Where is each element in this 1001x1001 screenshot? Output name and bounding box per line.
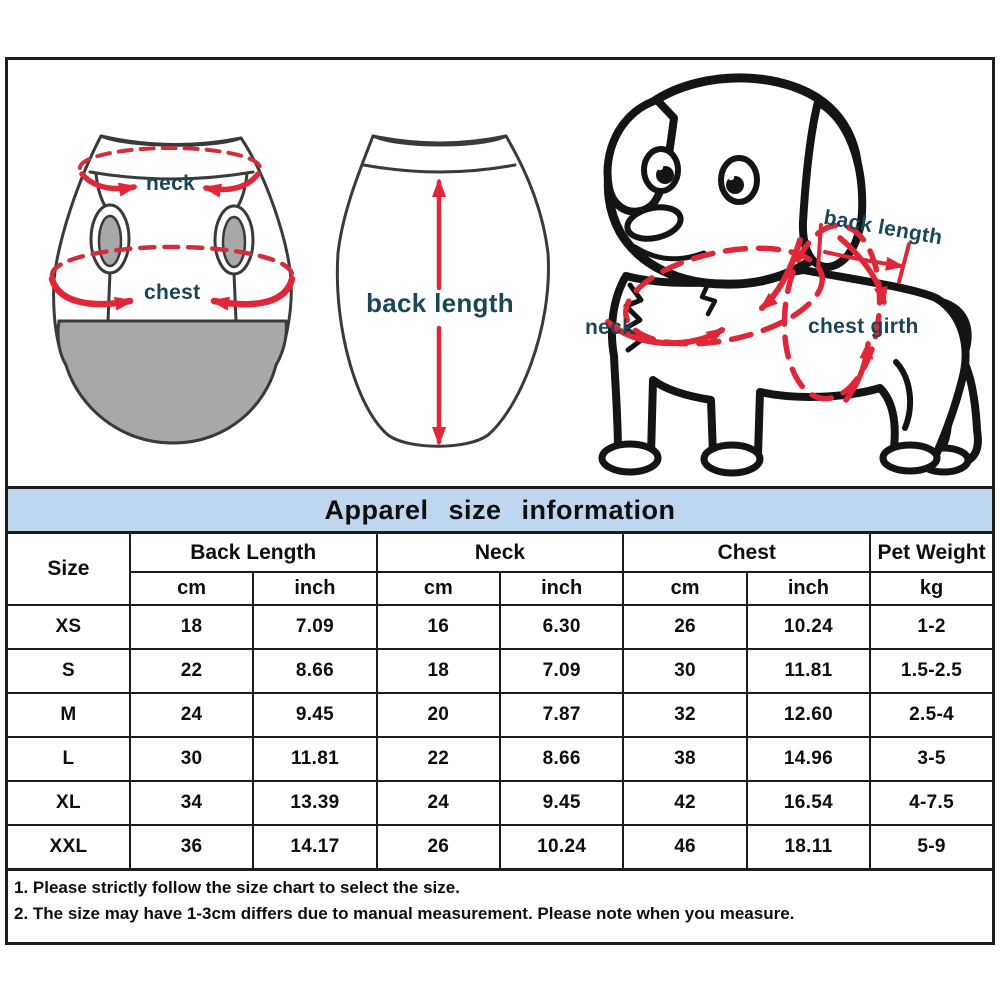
size-cell: M xyxy=(7,693,130,737)
value-cell: 18 xyxy=(377,649,500,693)
subheader-chest-cm: cm xyxy=(623,572,746,605)
table-row-xs xyxy=(7,605,994,649)
value-cell: 18.11 xyxy=(747,825,870,870)
subheader-neck-cm: cm xyxy=(377,572,500,605)
table-title-row xyxy=(7,488,994,533)
value-cell: 20 xyxy=(377,693,500,737)
value-cell: 22 xyxy=(130,649,253,693)
value-cell: 46 xyxy=(623,825,746,870)
value-cell: 5-9 xyxy=(870,825,993,870)
col-header-chest: Chest xyxy=(623,533,870,573)
subheader-neck-inch: inch xyxy=(500,572,623,605)
value-cell: 9.45 xyxy=(500,781,623,825)
value-cell: 30 xyxy=(623,649,746,693)
value-cell: 8.66 xyxy=(253,649,376,693)
size-notes xyxy=(5,871,995,945)
value-cell: 10.24 xyxy=(500,825,623,870)
value-cell: 11.81 xyxy=(747,649,870,693)
vest-neck-label: neck xyxy=(146,172,196,195)
value-cell: 22 xyxy=(377,737,500,781)
value-cell: 11.81 xyxy=(253,737,376,781)
table-row-m xyxy=(7,693,994,737)
dog-back-length-label: back length xyxy=(822,206,945,250)
col-header-size: Size xyxy=(7,533,130,606)
value-cell: 1.5-2.5 xyxy=(870,649,993,693)
column-subheader-row xyxy=(7,572,994,605)
table-title: Apparel size information xyxy=(7,488,994,533)
apparel-size-table xyxy=(5,486,995,871)
size-cell: L xyxy=(7,737,130,781)
dog-chest-girth-label: chest girth xyxy=(808,315,919,338)
vest-chest-label: chest xyxy=(144,281,201,304)
subheader-back-cm: cm xyxy=(130,572,253,605)
table-row-s xyxy=(7,649,994,693)
value-cell: 30 xyxy=(130,737,253,781)
size-cell: XL xyxy=(7,781,130,825)
value-cell: 34 xyxy=(130,781,253,825)
size-cell: XXL xyxy=(7,825,130,870)
value-cell: 10.24 xyxy=(747,605,870,649)
measurement-diagrams-panel xyxy=(5,57,995,486)
value-cell: 2.5-4 xyxy=(870,693,993,737)
size-cell: S xyxy=(7,649,130,693)
value-cell: 12.60 xyxy=(747,693,870,737)
size-cell: XS xyxy=(7,605,130,649)
value-cell: 8.66 xyxy=(500,737,623,781)
col-header-pet-weight: Pet Weight xyxy=(870,533,993,573)
table-row-l xyxy=(7,737,994,781)
note-line-1: 1. Please strictly follow the size chart to select the size. xyxy=(14,878,460,897)
vest-back-length-label: back length xyxy=(366,288,514,318)
value-cell: 16.54 xyxy=(747,781,870,825)
column-group-header-row xyxy=(7,533,994,573)
value-cell: 4-7.5 xyxy=(870,781,993,825)
value-cell: 38 xyxy=(623,737,746,781)
subheader-back-inch: inch xyxy=(253,572,376,605)
subheader-weight-kg: kg xyxy=(870,572,993,605)
value-cell: 42 xyxy=(623,781,746,825)
value-cell: 32 xyxy=(623,693,746,737)
value-cell: 3-5 xyxy=(870,737,993,781)
value-cell: 26 xyxy=(377,825,500,870)
value-cell: 1-2 xyxy=(870,605,993,649)
value-cell: 24 xyxy=(130,693,253,737)
table-row-xl xyxy=(7,781,994,825)
diagram-canvas xyxy=(8,60,992,486)
value-cell: 7.87 xyxy=(500,693,623,737)
value-cell: 16 xyxy=(377,605,500,649)
table-row-xxl xyxy=(7,825,994,870)
size-table-section xyxy=(5,486,995,945)
value-cell: 36 xyxy=(130,825,253,870)
value-cell: 14.17 xyxy=(253,825,376,870)
value-cell: 7.09 xyxy=(500,649,623,693)
value-cell: 7.09 xyxy=(253,605,376,649)
dog-neck-label: neck xyxy=(585,316,635,339)
col-header-neck: Neck xyxy=(377,533,624,573)
value-cell: 9.45 xyxy=(253,693,376,737)
value-cell: 18 xyxy=(130,605,253,649)
note-line-2: 2. The size may have 1-3cm differs due to manual measurement. Please note when you measure. xyxy=(14,903,795,923)
col-header-back-length: Back Length xyxy=(130,533,377,573)
value-cell: 13.39 xyxy=(253,781,376,825)
value-cell: 24 xyxy=(377,781,500,825)
value-cell: 14.96 xyxy=(747,737,870,781)
value-cell: 26 xyxy=(623,605,746,649)
value-cell: 6.30 xyxy=(500,605,623,649)
subheader-chest-inch: inch xyxy=(747,572,870,605)
